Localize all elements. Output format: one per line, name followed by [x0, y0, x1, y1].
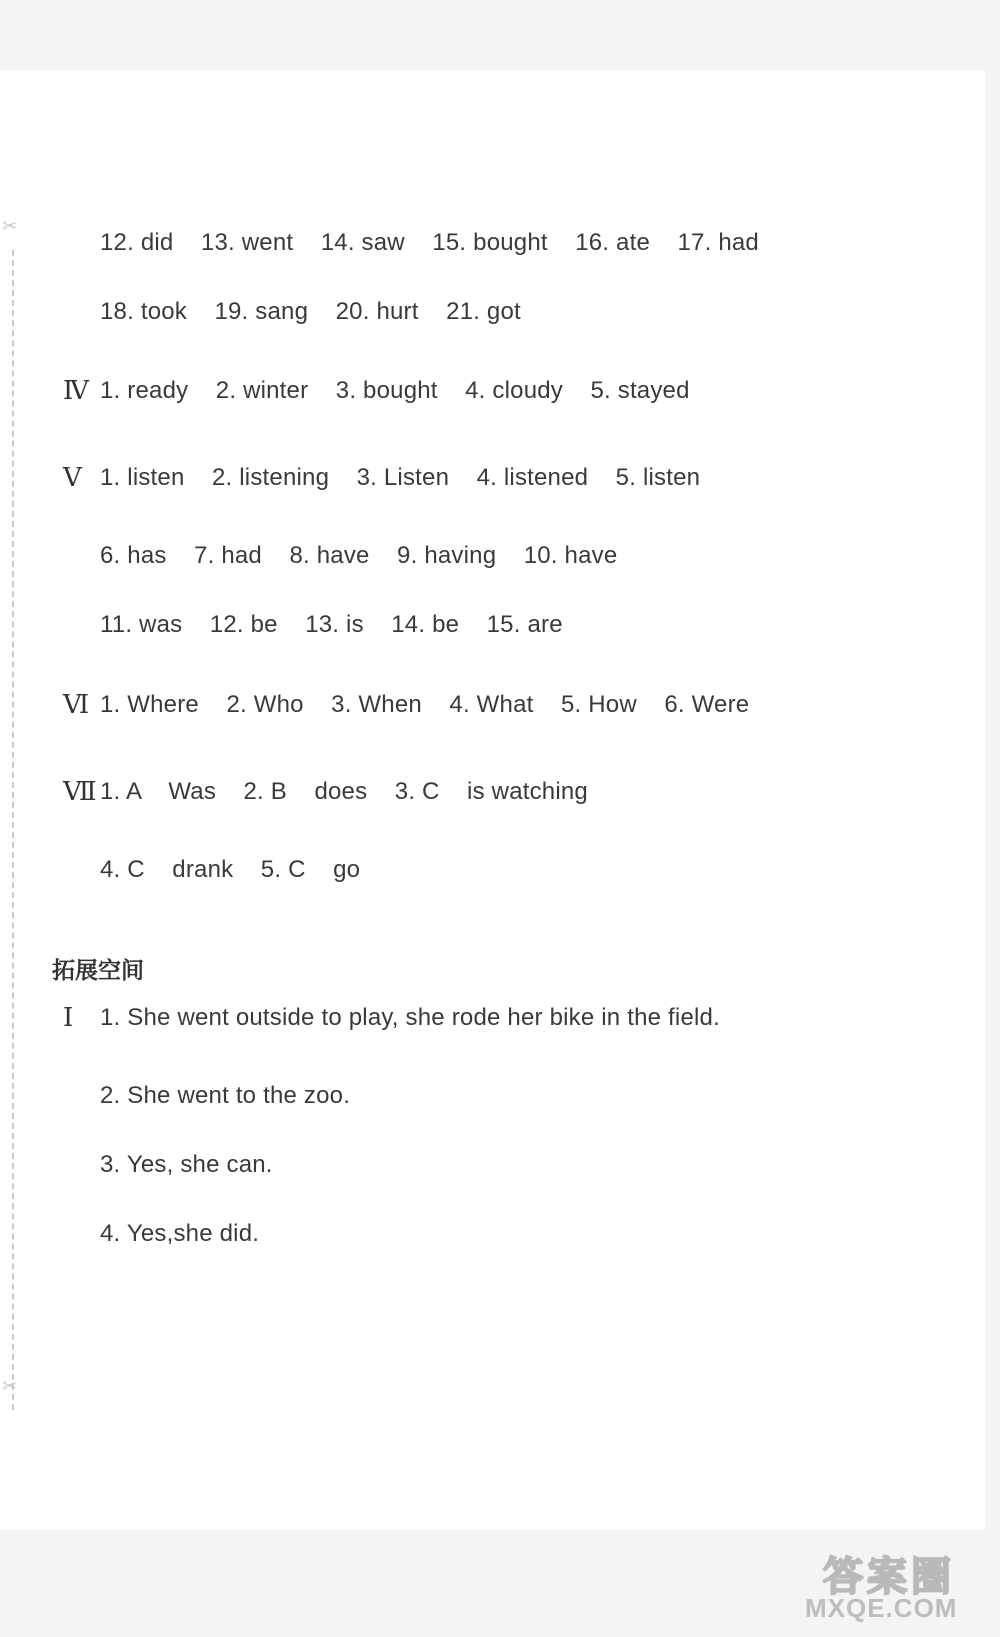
answer-line: 11. was 12. be 13. is 14. be 15. are [100, 611, 563, 638]
binding-dashed-line [12, 250, 14, 1410]
section-numeral: Ⅴ [63, 463, 82, 492]
answer-line: 1. listen 2. listening 3. Listen 4. listened 5. listen [100, 464, 701, 491]
section-numeral: Ⅶ [63, 777, 97, 806]
watermark-domain: MXQE.COM [805, 1593, 958, 1623]
section-numeral: Ⅰ [63, 1003, 74, 1032]
answer-line: 3. Yes, she can. [100, 1151, 273, 1178]
answer-line: 12. did 13. went 14. saw 15. bought 16. ate 17. had [100, 229, 759, 256]
section-numeral: Ⅳ [63, 376, 89, 405]
scissors-icon: ✂ [2, 1376, 18, 1396]
answer-line: 6. has 7. had 8. have 9. having 10. have [100, 542, 618, 569]
watermark-logo-text: 答案圈 [823, 1555, 955, 1599]
answer-line: 1. Where 2. Who 3. When 4. What 5. How 6. Were [100, 691, 750, 718]
answer-line: 1. She went outside to play, she rode her bike in the field. [100, 1004, 720, 1031]
answer-line: 2. She went to the zoo. [100, 1082, 351, 1109]
answer-line: 1. ready 2. winter 3. bought 4. cloudy 5. stayed [100, 377, 690, 404]
answer-line: 4. Yes,she did. [100, 1220, 260, 1247]
section-heading: 拓展空间 [52, 957, 144, 983]
section-numeral: Ⅵ [63, 690, 90, 719]
answer-line: 18. took 19. sang 20. hurt 21. got [100, 298, 521, 325]
answer-line: 4. C drank 5. C go [100, 856, 361, 883]
answer-line: 1. A Was 2. B does 3. C is watching [100, 778, 588, 805]
site-watermark [805, 1545, 980, 1625]
scissors-icon: ✂ [2, 216, 18, 236]
